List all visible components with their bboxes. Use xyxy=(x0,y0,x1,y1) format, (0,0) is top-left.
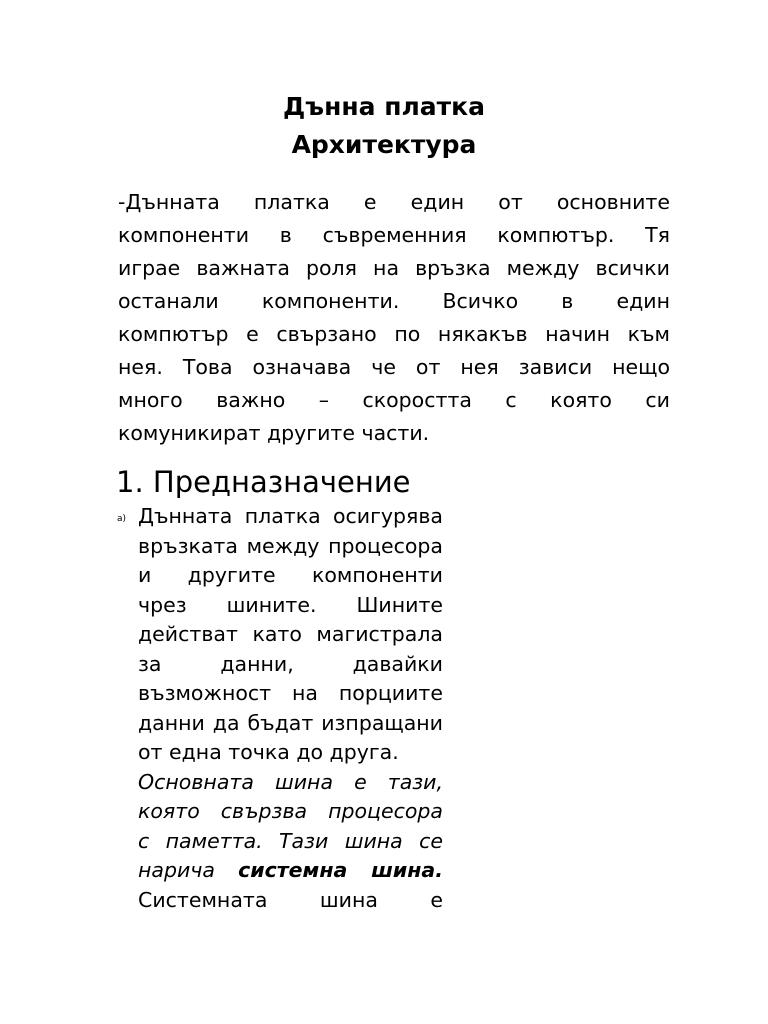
list-line: връзката между процесора xyxy=(138,533,443,558)
list-line: чрез шините. Шините xyxy=(138,592,443,617)
list-line-italic: която свързва процесора xyxy=(138,799,443,823)
section-heading: 1. Предназначение xyxy=(116,465,411,499)
list-line: Системната шина е xyxy=(138,887,443,912)
list-line-italic-part: нарича xyxy=(138,858,239,882)
list-line: от една точка до друга. xyxy=(138,740,399,764)
list-line-italic: с паметта. Тази шина се xyxy=(138,828,443,853)
intro-line: много важно – скоростта с която си xyxy=(118,388,670,412)
list-line: и другите компоненти xyxy=(138,563,443,587)
document-subtitle: Архитектура xyxy=(291,130,477,159)
list-line-italic xyxy=(138,856,443,886)
intro-line: -Дънната платка е един от основните xyxy=(118,190,670,214)
intro-line: компоненти в съвременния компютър. Тя xyxy=(118,223,670,247)
emphasized-term: системна шина. xyxy=(238,858,443,882)
intro-line: нея. Това означава че от нея зависи нещо xyxy=(118,355,670,379)
list-line: действат като магистрала xyxy=(138,622,443,646)
intro-line: компютър е свързано по някакъв начин към xyxy=(118,322,670,346)
intro-paragraph xyxy=(118,186,670,450)
intro-line: комуникират другите части. xyxy=(118,421,430,445)
list-line: възможност на порциите xyxy=(138,681,443,705)
intro-line: останали компоненти. Всичко в един xyxy=(118,289,670,313)
list-line: за данни, давайки xyxy=(138,651,443,676)
document-title: Дънна платка xyxy=(283,92,485,121)
list-line: Дънната платка осигурява xyxy=(138,504,443,528)
list-line: данни да бъдат изпращани xyxy=(138,710,443,735)
list-item-text xyxy=(138,502,443,915)
list-marker: a) xyxy=(117,514,127,524)
list-line-italic: Основната шина е тази, xyxy=(138,769,443,794)
intro-line: играе важната роля на връзка между всички xyxy=(118,256,670,280)
